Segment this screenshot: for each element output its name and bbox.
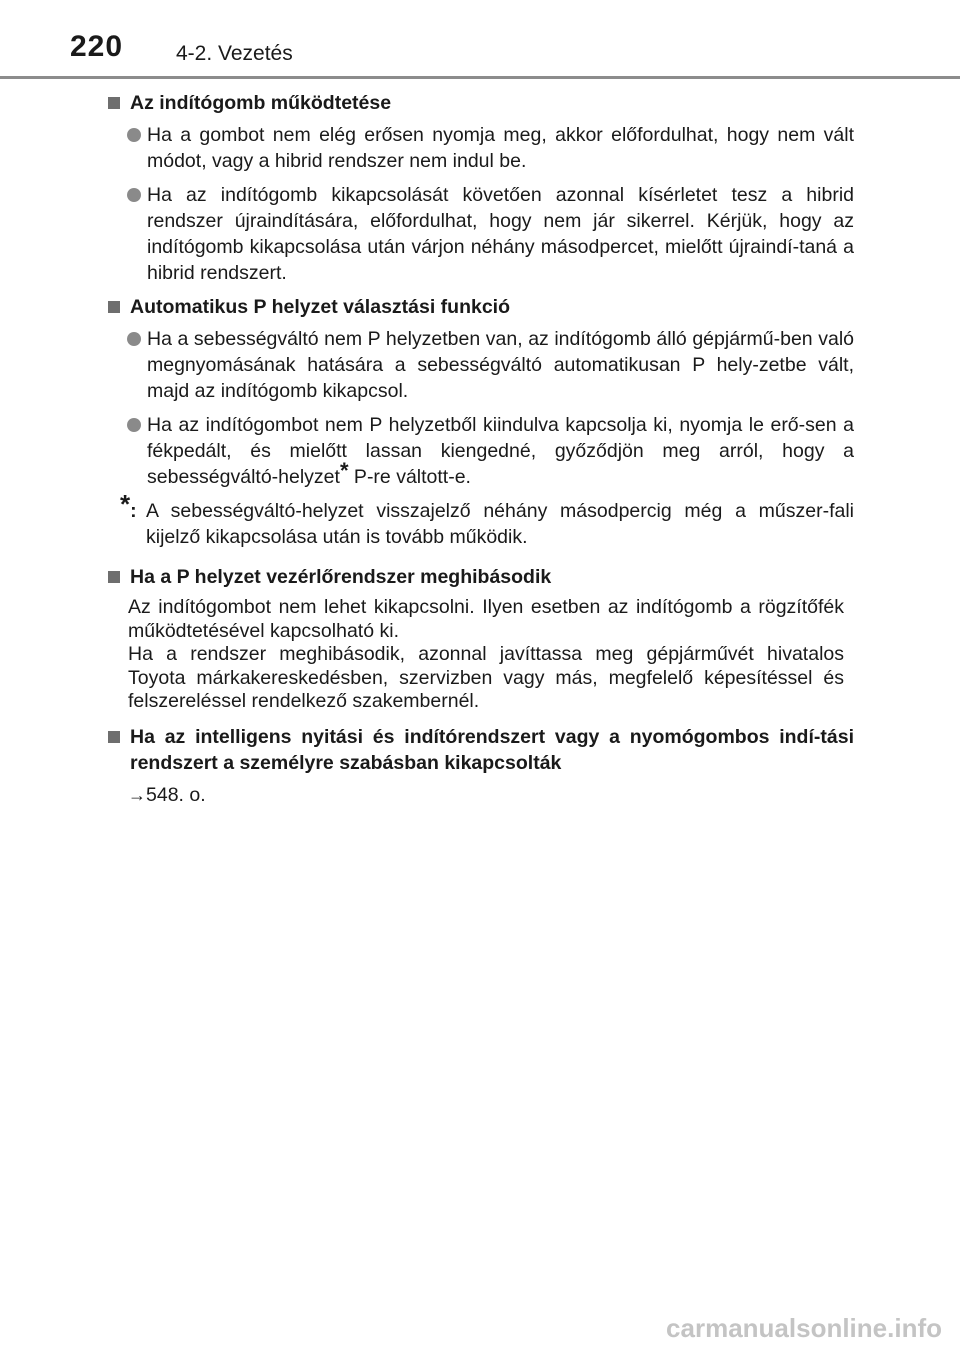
list-item [106,326,854,404]
list-item [106,412,854,490]
footnote-text: A sebességváltó-helyzet visszajelző néhány másodpercig még a műszer-fali kijelző kikapcsolása után is tovább működik. [146,500,854,548]
paragraph: Az indítógombot nem lehet kikapcsolni. Ilyen esetben az indítógomb a rögzítőfék működtetésével kapcsolható ki. [128,596,844,642]
page-content [106,90,854,814]
page-reference-text: 548. o. [146,783,206,806]
footnote-separator: : [130,500,137,522]
list-item-text: Ha a gombot nem elég erősen nyomja meg, akkor előfordulhat, hogy nem vált módot, vagy a hibrid rendszer nem indul be. [147,124,854,172]
footnote [120,489,854,550]
footnote-reference-mark: * [339,458,349,483]
circle-bullet-icon [127,188,141,202]
square-bullet-icon [108,571,120,583]
list-item [106,122,854,174]
section-smart-entry-disabled [106,724,854,808]
watermark: carmanualsonline.info [666,1313,942,1343]
page-reference[interactable] [128,782,854,808]
section-start-button-operation [106,90,854,286]
header-divider [0,76,960,79]
section-heading [106,564,854,590]
list-item-text: Ha az indítógomb kikapcsolását követően azonnal kísérletet tesz a hibrid rendszer újraindítására, előfordulhat, hogy nem jár sikerrel. Kérjük, hogy az indítógomb kikapcsolása után várjon néhány másodpercet, mielőtt újraindí-taná a hibrid rendszert. [147,184,854,284]
list-item-text-start: Ha az indítógombot nem P helyzetből kiindulva kapcsolja ki, nyomja le erő-sen a fékpedált, és mielőtt lassan kiengedné, győződjön meg arról, hogy a sebességváltó-helyzet [147,414,854,488]
list-item-text-end: P-re váltott-e. [348,466,471,488]
paragraph: Ha a rendszer meghibásodik, azonnal javíttassa meg gépjárművét hivatalos Toyota márkakereskedésben, szervizben vagy más, megfelelő képesítéssel és felszereléssel rendelkező szakembernél. [128,643,844,712]
square-bullet-icon [108,97,120,109]
circle-bullet-icon [127,128,141,142]
section-heading [106,90,854,116]
page-header [0,0,960,80]
circle-bullet-icon [127,418,141,432]
arrow-right-icon: → [128,784,146,805]
section-p-position-malfunction [106,564,854,714]
circle-bullet-icon [127,332,141,346]
square-bullet-icon [108,731,120,743]
list-item-text [147,412,854,490]
chapter-title: 4-2. Vezetés [176,42,293,65]
section-heading [106,724,854,776]
section-auto-p-position [106,294,854,550]
list-item [106,182,854,286]
footnote-star: * [120,489,131,519]
section-title: Ha a P helyzet vezérlőrendszer meghibásodik [130,566,552,588]
section-title: Ha az intelligens nyitási és indítórendszert vagy a nyomógombos indí-tási rendszert a személyre szabásban kikapcsolták [130,725,854,774]
page-number: 220 [70,30,124,63]
section-heading [106,294,854,320]
section-title: Automatikus P helyzet választási funkció [130,296,511,318]
list-item-text: Ha a sebességváltó nem P helyzetben van, az indítógomb álló gépjármű-ben való megnyomásának hatására a sebességváltó automatikusan P hely-zetbe vált, majd az indítógomb kikapcsol. [147,328,854,402]
square-bullet-icon [108,301,120,313]
footnote-mark [120,489,146,550]
section-title: Az indítógomb működtetése [130,92,392,114]
